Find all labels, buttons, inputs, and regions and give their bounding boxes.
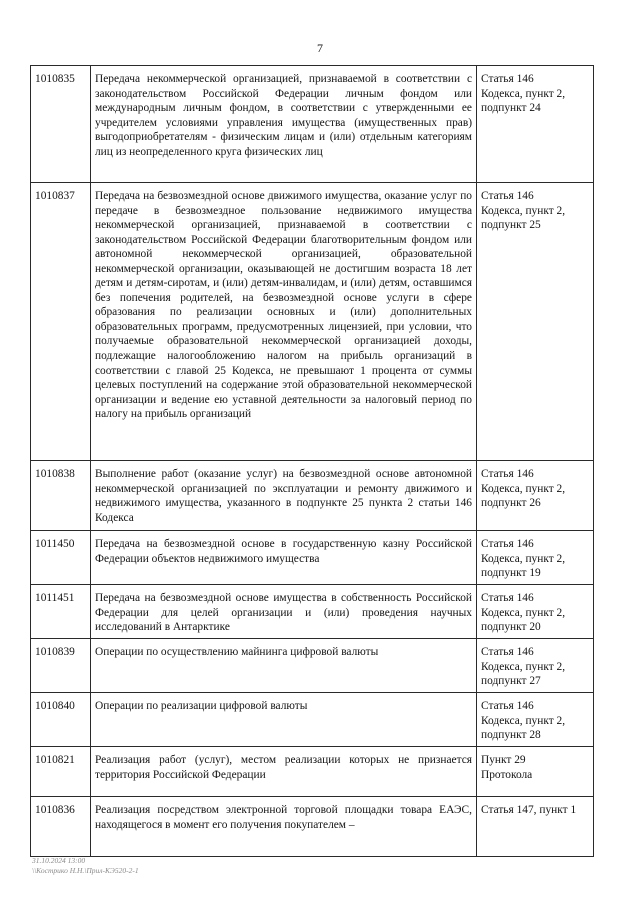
legal-reference [477, 585, 594, 639]
legal-reference [477, 747, 594, 797]
table-row [31, 693, 594, 747]
legal-reference-line: Статья 147, пункт 1 [481, 804, 577, 816]
operation-description: Операции по реализации цифровой валюты [91, 693, 477, 747]
legal-reference-line: Протокола [481, 768, 533, 781]
table-row [31, 183, 594, 461]
table-row [31, 461, 594, 531]
operation-code: 1010840 [31, 693, 91, 747]
document-footer [32, 856, 139, 876]
legal-reference-line: Кодекса, пункт 2, [481, 87, 566, 100]
legal-reference [477, 66, 594, 183]
legal-reference-line: подпункт 24 [481, 102, 541, 115]
operation-code: 1010839 [31, 639, 91, 693]
legal-reference-line: Статья 146 [481, 468, 534, 480]
table-row [31, 639, 594, 693]
operation-codes-table [30, 65, 594, 857]
legal-reference-line: подпункт 25 [481, 219, 541, 232]
operation-code: 1010835 [31, 66, 91, 183]
legal-reference-line: подпункт 26 [481, 497, 541, 510]
operation-description: Реализация посредством электронной торговой площадки товара ЕАЭС, находящегося в момент его получения покупателем – [91, 797, 477, 857]
legal-reference [477, 797, 594, 857]
legal-reference-line: Кодекса, пункт 2, [481, 660, 566, 673]
legal-reference-line: подпункт 19 [481, 567, 541, 580]
footer-timestamp: 31.10.2024 13:00 [32, 856, 86, 865]
operation-description: Передача на безвозмездной основе имущества в собственность Российской Федерации для целей организации и (или) проведения научных исследований в Антарктике [91, 585, 477, 639]
operation-code: 1010838 [31, 461, 91, 531]
legal-reference-line: Статья 146 [481, 190, 534, 202]
legal-reference-line: Кодекса, пункт 2, [481, 482, 566, 495]
legal-reference-line: Кодекса, пункт 2, [481, 204, 566, 217]
legal-reference-line: Статья 146 [481, 592, 534, 604]
legal-reference [477, 461, 594, 531]
operation-description: Передача на безвозмездной основе движимого имущества, оказание услуг по передаче в безвозмездное пользование недвижимого имущества некоммерческой организацией, признаваемой в соответствии с законодательством Российской Федерации благотворительным фондом или автономной некоммерческой организацией, образовательной некоммерческой организации, оказывающей не достигшим возраста 18 лет детям и детям-сиротам, и (или) детям-инвалидам, и (или) детям, оставшимся без попечения родителей, на безвозмездной основе услуги в сфере образования по реализации основных и (или) дополнительных образовательных программ, предусмотренных лицензией, при условии, что получаемые образовательной некоммерческой организацией доходы, подлежащие налогообложению налогом на прибыль организаций в соответствии с главой 25 Кодекса, не превышают 1 процента от суммы целевых поступлений на содержание этой образовательной некоммерческой организации и ведение ею уставной деятельности за налоговый период по налогу на прибыль организаций [91, 183, 477, 461]
operation-code: 1010821 [31, 747, 91, 797]
legal-reference-line: подпункт 20 [481, 621, 541, 634]
legal-reference-line: Статья 146 [481, 700, 534, 712]
operation-description: Операции по осуществлению майнинга цифровой валюты [91, 639, 477, 693]
operation-description: Передача на безвозмездной основе в государственную казну Российской Федерации объектов недвижимого имущества [91, 531, 477, 585]
legal-reference [477, 531, 594, 585]
legal-reference [477, 183, 594, 461]
operation-description: Реализация работ (услуг), местом реализации которых не признается территория Российской Федерации [91, 747, 477, 797]
legal-reference-line: Статья 146 [481, 73, 534, 85]
legal-reference-line: Статья 146 [481, 538, 534, 550]
operation-description: Выполнение работ (оказание услуг) на безвозмездной основе автономной некоммерческой организацией по эксплуатации и ремонту движимого и недвижимого имущества, указанного в подпункте 25 пункта 2 статьи 146 Кодекса [91, 461, 477, 531]
legal-reference-line: Кодекса, пункт 2, [481, 552, 566, 565]
table-row [31, 747, 594, 797]
footer-file-path: \\Кострико Н.Н.\Прил-КЭ520-2-1 [32, 866, 139, 875]
operation-code: 1011450 [31, 531, 91, 585]
table-row [31, 585, 594, 639]
legal-reference [477, 639, 594, 693]
table-row [31, 531, 594, 585]
legal-reference-line: Статья 146 [481, 646, 534, 658]
legal-reference-line: подпункт 28 [481, 729, 541, 742]
operation-description: Передача некоммерческой организацией, признаваемой в соответствии с законодательством Российской Федерации личным фондом или международным личным фондом, в соответствии с утвержденными ее учредителем условиями управления имущества (имущественных прав) выгодоприобретателям - физическим лицам и (или) отдельным категориям лиц из неопределенного круга физических лиц [91, 66, 477, 183]
legal-reference-line: Кодекса, пункт 2, [481, 714, 566, 727]
legal-reference-line: Пункт 29 [481, 754, 526, 766]
legal-reference-line: Кодекса, пункт 2, [481, 606, 566, 619]
legal-reference-line: подпункт 27 [481, 675, 541, 688]
legal-reference [477, 693, 594, 747]
table-row [31, 66, 594, 183]
page-number: 7 [317, 41, 323, 55]
table-row [31, 797, 594, 857]
operation-code: 1011451 [31, 585, 91, 639]
operation-code: 1010836 [31, 797, 91, 857]
operation-code: 1010837 [31, 183, 91, 461]
